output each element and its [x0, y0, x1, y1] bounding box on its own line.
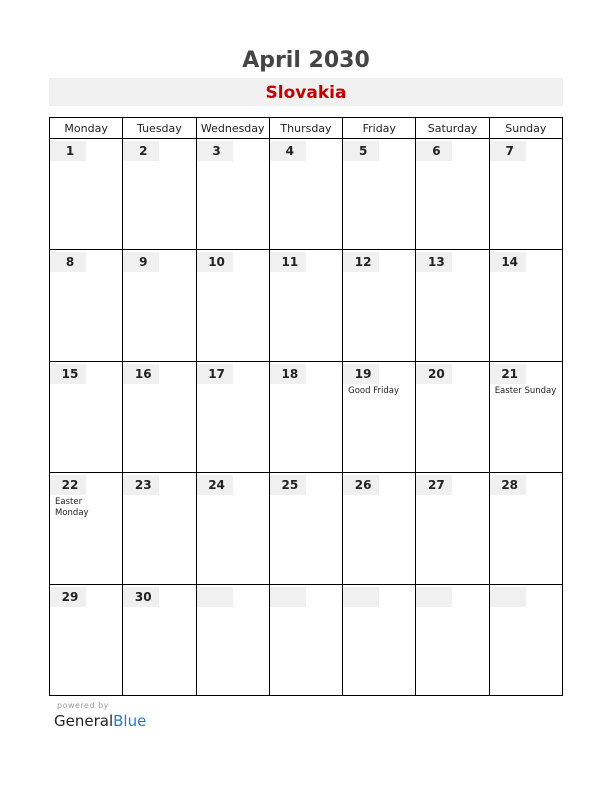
day-number: 18 — [270, 364, 306, 384]
day-cell — [50, 250, 123, 361]
day-number: 26 — [343, 475, 379, 495]
day-cell — [416, 250, 489, 361]
day-number — [270, 587, 306, 607]
day-number — [490, 587, 526, 607]
day-cell — [489, 584, 562, 695]
day-cell — [123, 250, 196, 361]
day-number: 7 — [490, 141, 526, 161]
day-cell — [343, 361, 416, 472]
page-title: April 2030 — [242, 48, 370, 73]
day-number — [343, 587, 379, 607]
day-cell — [123, 139, 196, 250]
day-cell — [196, 139, 269, 250]
day-number: 27 — [416, 475, 452, 495]
day-number: 1 — [50, 141, 86, 161]
day-cell — [50, 361, 123, 472]
weekday-tuesday: Tuesday — [123, 118, 196, 139]
day-number: 10 — [197, 252, 233, 272]
day-cell — [489, 473, 562, 584]
generalblue-logo[interactable] — [54, 712, 146, 730]
day-number — [416, 587, 452, 607]
country-bar — [49, 78, 563, 106]
day-cell — [416, 473, 489, 584]
day-cell — [343, 584, 416, 695]
day-number: 25 — [270, 475, 306, 495]
day-number: 5 — [343, 141, 379, 161]
day-cell — [196, 584, 269, 695]
day-number: 20 — [416, 364, 452, 384]
day-number: 17 — [197, 364, 233, 384]
day-cell — [489, 361, 562, 472]
country-name: Slovakia — [265, 83, 347, 103]
day-cell — [489, 250, 562, 361]
calendar-body — [50, 139, 563, 696]
day-cell — [196, 361, 269, 472]
day-number: 8 — [50, 252, 86, 272]
day-number: 11 — [270, 252, 306, 272]
day-number: 12 — [343, 252, 379, 272]
day-number: 28 — [490, 475, 526, 495]
day-cell — [196, 473, 269, 584]
week-row — [50, 473, 563, 584]
day-cell — [269, 250, 342, 361]
day-cell — [196, 250, 269, 361]
powered-by-text: powered by — [57, 701, 109, 710]
day-number: 9 — [123, 252, 159, 272]
day-number: 19 — [343, 364, 379, 384]
day-cell — [50, 473, 123, 584]
day-number: 30 — [123, 587, 159, 607]
day-cell — [50, 584, 123, 695]
day-cell — [269, 139, 342, 250]
day-number: 24 — [197, 475, 233, 495]
calendar-grid — [49, 117, 563, 696]
day-cell — [343, 250, 416, 361]
day-number: 2 — [123, 141, 159, 161]
day-cell — [343, 139, 416, 250]
day-number: 29 — [50, 587, 86, 607]
week-row — [50, 584, 563, 695]
day-cell — [416, 361, 489, 472]
weekday-friday: Friday — [343, 118, 416, 139]
weekday-header-row — [50, 118, 563, 139]
day-cell — [269, 361, 342, 472]
brand-general: General — [54, 712, 114, 730]
day-cell — [123, 361, 196, 472]
day-cell — [416, 139, 489, 250]
day-number: 6 — [416, 141, 452, 161]
week-row — [50, 361, 563, 472]
day-number: 4 — [270, 141, 306, 161]
weekday-sunday: Sunday — [489, 118, 562, 139]
day-number: 22 — [50, 475, 86, 495]
day-cell — [489, 139, 562, 250]
holiday-label: Easter Monday — [55, 497, 89, 519]
day-number: 15 — [50, 364, 86, 384]
day-number: 3 — [197, 141, 233, 161]
day-number: 16 — [123, 364, 159, 384]
day-number: 23 — [123, 475, 159, 495]
day-cell — [269, 584, 342, 695]
weekday-thursday: Thursday — [269, 118, 342, 139]
holiday-label: Easter Sunday — [494, 385, 557, 396]
day-cell — [123, 584, 196, 695]
day-number: 13 — [416, 252, 452, 272]
day-cell — [269, 473, 342, 584]
weekday-saturday: Saturday — [416, 118, 489, 139]
day-cell — [343, 473, 416, 584]
day-number: 14 — [490, 252, 526, 272]
day-cell — [416, 584, 489, 695]
week-row — [50, 250, 563, 361]
day-number: 21 — [490, 364, 526, 384]
day-cell — [123, 473, 196, 584]
holiday-label: Good Friday — [348, 385, 399, 396]
day-number — [197, 587, 233, 607]
day-cell — [50, 139, 123, 250]
weekday-wednesday: Wednesday — [196, 118, 269, 139]
week-row — [50, 139, 563, 250]
brand-blue: Blue — [113, 712, 147, 730]
weekday-monday: Monday — [50, 118, 123, 139]
